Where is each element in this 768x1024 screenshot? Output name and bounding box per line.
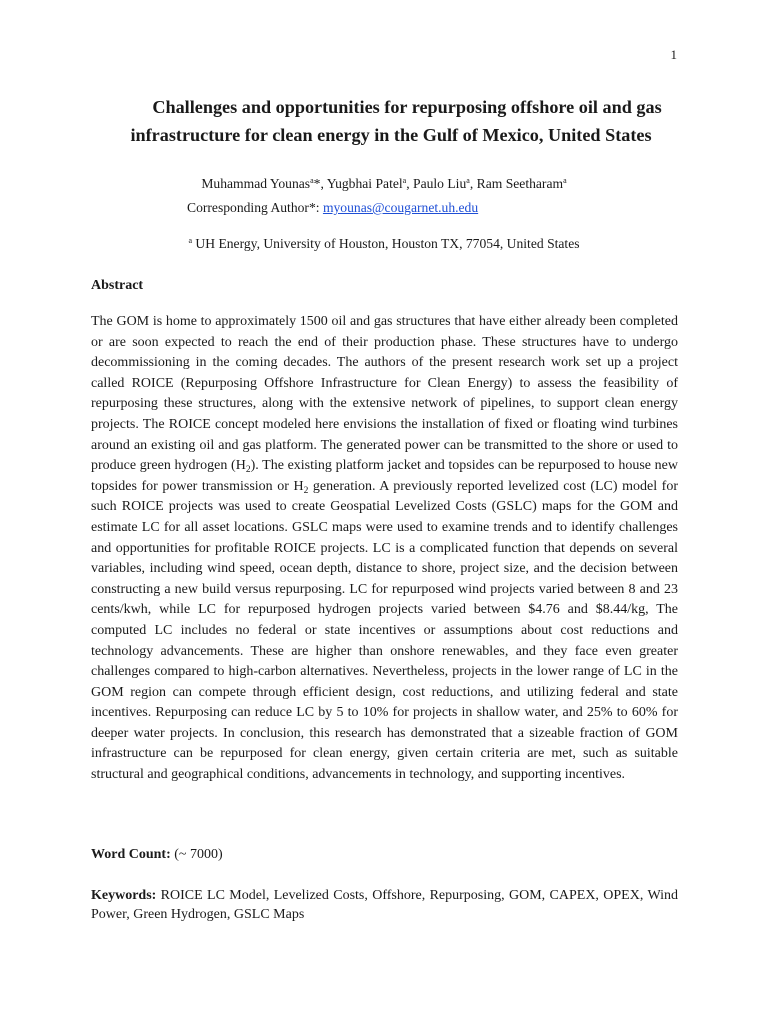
corresponding-author xyxy=(187,199,478,217)
keywords-label: Keywords: xyxy=(91,888,157,903)
word-count-label: Word Count: xyxy=(91,847,171,862)
author-affiliation-mark: a xyxy=(466,176,470,185)
page-number: 1 xyxy=(670,47,677,62)
author-separator: , xyxy=(469,176,477,191)
keywords-value: ROICE LC Model, Levelized Costs, Offshore, Repurposing, GOM, CAPEX, OPEX, Wind Power, Green Hydrogen, GSLC Maps xyxy=(91,888,678,922)
author-name: Muhammad Younas xyxy=(201,176,311,191)
abstract-text-part: The GOM is home to approximately 1500 oil and gas structures that have either already been completed or are soon expected to reach the end of their production phase. These structures have to undergo decommissioning in the coming decades. The authors of the present research work set up a project called ROICE (Repurposing Offshore Infrastructure for Clean Energy) to assess the feasibility of repurposing these structures, along with the extensive network of pipelines, to support clean energy projects. The ROICE concept modeled here envisions the installation of fixed or floating wind turbines around an existing oil and gas platform. The generated power can be transmitted to the shore or used to produce green hydrogen (H xyxy=(91,314,678,474)
author-affiliation-mark: a xyxy=(310,176,314,185)
author-separator: *, xyxy=(313,176,327,191)
author-affiliation-mark: a xyxy=(402,176,407,185)
affiliation-text: UH Energy, University of Houston, Houston TX, 77054, United States xyxy=(192,236,580,251)
abstract-body xyxy=(91,312,678,786)
word-count xyxy=(91,847,223,863)
paper-title xyxy=(104,93,678,149)
author-list xyxy=(0,175,768,193)
abstract-heading: Abstract xyxy=(91,278,144,293)
affiliation xyxy=(0,235,768,253)
corresponding-email-link[interactable]: myounas@cougarnet.uh.edu xyxy=(322,200,479,215)
author-name: Paulo Liu xyxy=(413,176,467,191)
subscript: 2 xyxy=(303,485,309,496)
author-name: Ram Seetharam xyxy=(476,176,564,191)
affiliation-mark: a xyxy=(188,236,193,245)
keywords xyxy=(91,887,678,924)
corresponding-author-label: Corresponding Author*: xyxy=(187,200,323,215)
word-count-value: (~ 7000) xyxy=(170,847,223,862)
subscript: 2 xyxy=(245,465,251,476)
abstract-text-part: ). The existing platform jacket and topsides can be repurposed to house new topsides for power transmission or H xyxy=(91,458,678,494)
author-affiliation-mark: a xyxy=(563,176,567,185)
abstract-text-part: generation. A previously reported levelized cost (LC) model for such ROICE projects was used to create Geospatial Levelized Costs (GSLC) maps for the GOM and estimate LC for all asset locations. GSLC maps were used to examine trends and to identify challenges and opportunities for profitable ROICE projects. LC is a complicated function that depends on several variables, including wind speed, ocean depth, distance to shore, project size, and the decision between constructing a new build versus repurposing. LC for repurposed wind projects varied between 8 and 23 cents/kwh, while LC for repurposed hydrogen projects varied between $4.76 and $8.44/kg, The computed LC includes no federal or state incentives or assumptions about cost reductions and technology advancements. These are higher than onshore renewables, and they face even greater challenges compared to high-carbon alternatives. Nevertheless, projects in the lower range of LC in the GOM region can compete through efficient design, cost reductions, and utilizing federal and state incentives. Repurposing can reduce LC by 5 to 10% for projects in shallow water, and 25% to 60% for deeper water projects. In conclusion, this research has demonstrated that a sizeable fraction of GOM infrastructure can be repurposed for clean energy, given certain criteria are met, such as suitable structural and geographical conditions, advancements in technology, and supporting incentives. xyxy=(91,478,678,783)
paper-title-text: Challenges and opportunities for repurposing offshore oil and gas infrastructure for clean energy in the Gulf of Mexico, United States xyxy=(130,97,662,145)
author-name: Yugbhai Patel xyxy=(326,176,403,191)
author-separator: , xyxy=(406,176,414,191)
